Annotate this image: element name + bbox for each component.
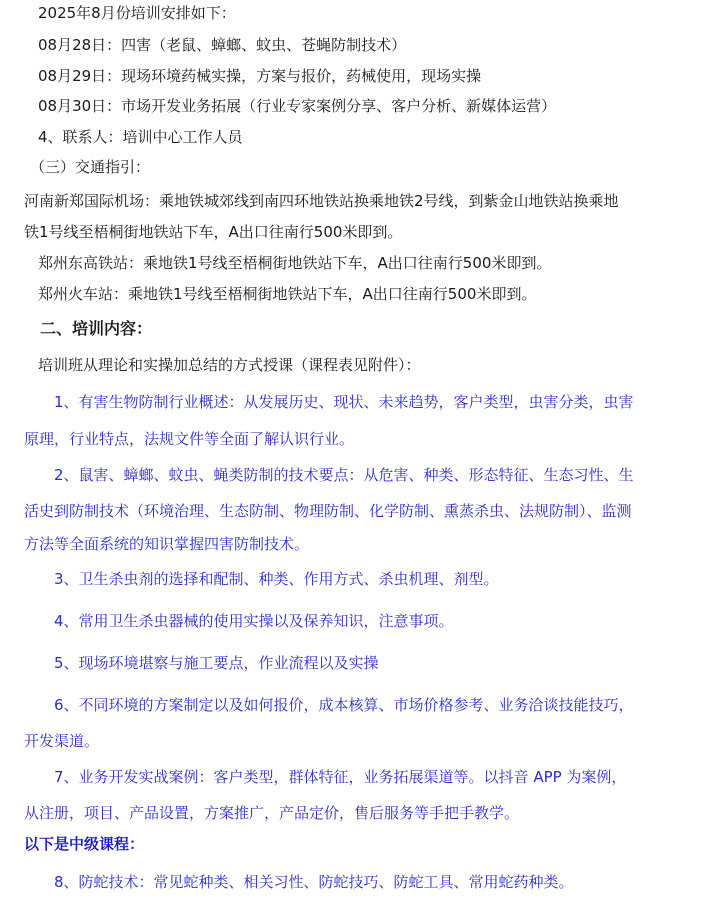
training-content-intro: 培训班从理论和实操加总结的方式授课（课程表见附件）：	[38, 356, 421, 374]
traffic-east-station: 郑州东高铁站：乘地铁1号线至梧桐街地铁站下车，A出口往南行500米即到。	[38, 254, 552, 272]
course-item-8: 8、防蛇技术：常见蛇种类、相关习性、防蛇技巧、防蛇工具、常用蛇药种类。	[54, 873, 574, 891]
intermediate-course-heading: 以下是中级课程：	[24, 835, 145, 853]
schedule-item-aug29: 08月29日：现场环境药械实操，方案与报价，药械使用，现场实操	[38, 67, 482, 85]
course-item-1-line1: 1、有害生物防制行业概述：从发展历史、现状、未来趋势，客户类型，虫害分类，虫害	[54, 393, 634, 411]
training-content-heading: 二、培训内容：	[40, 319, 153, 338]
course-item-7-line1: 7、业务开发实战案例：客户类型，群体特征，业务拓展渠道等。以抖音 APP 为案例，	[54, 768, 627, 786]
schedule-intro: 2025年8月份培训安排如下：	[38, 4, 236, 22]
schedule-item-aug28: 08月28日：四害（老鼠、蟑螂、蚊虫、苍蝇防制技术）	[38, 36, 407, 54]
course-item-4: 4、常用卫生杀虫器械的使用实操以及保养知识，注意事项。	[54, 612, 454, 630]
course-item-6-line1: 6、不同环境的方案制定以及如何报价，成本核算、市场价格参考、业务洽谈技能技巧，	[54, 696, 634, 714]
schedule-item-aug30: 08月30日：市场开发业务拓展（行业专家案例分享、客户分析、新媒体运营）	[38, 97, 557, 115]
course-item-6-line2: 开发渠道。	[24, 732, 100, 750]
traffic-airport-line1: 河南新郑国际机场：乘地铁城郊线到南四环地铁站换乘地铁2号线，到紫金山地铁站换乘地	[24, 192, 619, 210]
contact-person: 4、联系人：培训中心工作人员	[38, 128, 243, 146]
course-item-3: 3、卫生杀虫剂的选择和配制、种类、作用方式、杀虫机理、剂型。	[54, 570, 499, 588]
course-item-2-line2: 活史到防制技术（环境治理、生态防制、物理防制、化学防制、熏蒸杀虫、法规防制）、监测	[24, 502, 632, 520]
traffic-heading: （三）交通指引：	[30, 158, 151, 176]
traffic-train-station: 郑州火车站：乘地铁1号线至梧桐街地铁站下车，A出口往南行500米即到。	[38, 285, 537, 303]
course-item-5: 5、现场环境堪察与施工要点，作业流程以及实操	[54, 654, 379, 672]
traffic-airport-line2: 铁1号线至梧桐街地铁站下车，A出口往南行500米即到。	[24, 223, 403, 241]
course-item-2-line1: 2、鼠害、蟑螂、蚊虫、蝇类防制的技术要点：从危害、种类、形态特征、生态习性、生	[54, 466, 634, 484]
course-item-1-line2: 原理，行业特点，法规文件等全面了解认识行业。	[24, 430, 355, 448]
course-item-7-line2: 从注册，项目、产品设置，方案推广，产品定价，售后服务等手把手教学。	[24, 804, 520, 822]
course-item-2-line3: 方法等全面系统的知识掌握四害防制技术。	[24, 535, 310, 553]
